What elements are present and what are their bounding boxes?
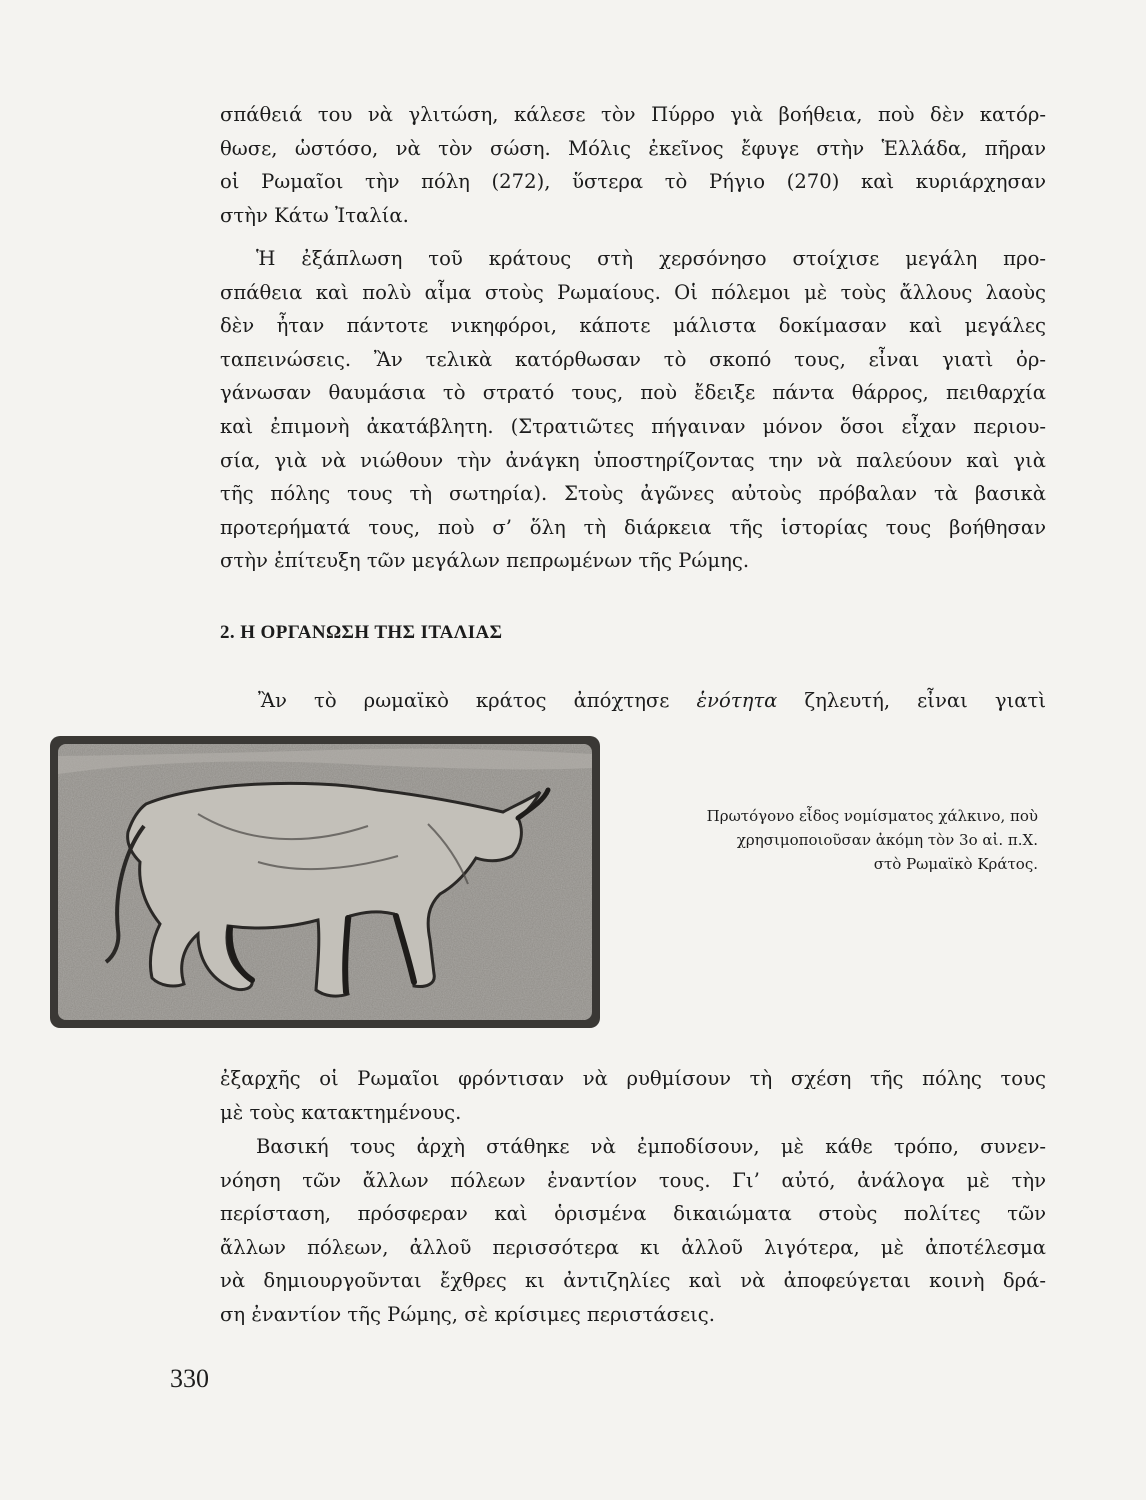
coin-relief-image: [48, 734, 602, 1030]
caption-line: χρησιμοποιοῦσαν ἀκόμη τὸν 3ο αἰ. π.Χ.: [736, 831, 1038, 849]
text-line: οἱ Ρωμαῖοι τὴν πόλη (272), ὕστερα τὸ Ρήγιο (270) καὶ κυριάρχησαν: [220, 170, 1046, 194]
caption-line: στὸ Ρωμαϊκὸ Κράτος.: [873, 855, 1038, 873]
text-line: στὴν Κάτω Ἰταλία.: [220, 203, 409, 227]
italic-term: ἑνότητα: [696, 689, 778, 712]
figure-caption: [620, 804, 1038, 876]
bull-coin-relief-icon: [48, 734, 602, 1030]
text-line: Ἡ ἐξάπλωση τοῦ κράτους στὴ χερσόνησο στοίχισε μεγάλη προ-: [256, 247, 1046, 270]
text-line: σία, γιὰ νὰ νιώθουν τὴν ἀνάγκη ὑποστηρίζοντας την νὰ παλεύουν καὶ γιὰ: [220, 448, 1046, 472]
paragraph-expansion: [220, 242, 1046, 578]
text-line: δὲν ἦταν πάντοτε νικηφόροι, κάποτε μάλιστα δοκίμασαν καὶ μεγάλες: [220, 314, 1046, 338]
text-line: προτερήματά τους, ποὺ σ’ ὅλη τὴ διάρκεια τῆς ἱστορίας τους βοήθησαν: [220, 515, 1046, 539]
text-line: Βασική τους ἀρχὴ στάθηκε νὰ ἐμποδίσουν, μὲ κάθε τρόπο, συνεν-: [256, 1135, 1046, 1158]
text-line: σπάθειά του νὰ γλιτώση, κάλεσε τὸν Πύρρο γιὰ βοήθεια, ποὺ δὲν κατόρ-: [220, 103, 1046, 126]
paragraph-divide-and-rule: [220, 1130, 1046, 1332]
paragraph-pyrrhus: [220, 98, 1046, 232]
text-line: στὴν ἐπίτευξη τῶν μεγάλων πεπρωμένων τῆς Ρώμης.: [220, 549, 750, 573]
text-line: σπάθεια καὶ πολὺ αἷμα στοὺς Ρωμαίους. Οἱ πόλεμοι μὲ τοὺς ἄλλους λαοὺς: [220, 280, 1046, 304]
text-line: νὰ δημιουργοῦνται ἔχθρες κι ἀντιζηλίες καὶ νὰ ἀποφεύγεται κοινὴ δρά-: [220, 1269, 1046, 1293]
text-line: γάνωσαν θαυμάσια τὸ στρατό τους, ποὺ ἔδειξε πάντα θάρρος, πειθαρχία: [220, 381, 1046, 405]
text-line: ἄλλων πόλεων, ἀλλοῦ περισσότερα κι ἀλλοῦ λιγότερα, μὲ ἀποτέλεσμα: [220, 1235, 1046, 1259]
paragraph-relations: [220, 1062, 1046, 1129]
text-line: καὶ ἐπιμονὴ ἀκατάβλητη. (Στρατιῶτες πήγαιναν μόνον ὅσοι εἶχαν περιου-: [220, 414, 1046, 438]
text-line: περίσταση, πρόσφεραν καὶ ὁρισμένα δικαιώματα στοὺς πολίτες τῶν: [220, 1202, 1046, 1226]
text-line: ταπεινώσεις. Ἂν τελικὰ κατόρθωσαν τὸ σκοπό τους, εἶναι γιατὶ ὀρ-: [220, 347, 1046, 371]
text-line: τῆς πόλης τους τὴ σωτηρία). Στοὺς ἀγῶνες αὐτοὺς πρόβαλαν τὰ βασικὰ: [220, 482, 1046, 506]
text-line: θωσε, ὡστόσο, νὰ τὸν σώση. Μόλις ἐκεῖνος ἔφυγε στὴν Ἑλλάδα, πῆραν: [220, 136, 1046, 160]
section-heading: 2. Η ΟΡΓΑΝΩΣΗ ΤΗΣ ΙΤΑΛΙΑΣ: [220, 622, 503, 643]
text-line: ἐξαρχῆς οἱ Ρωμαῖοι φρόντισαν νὰ ρυθμίσουν τὴ σχέση τῆς πόλης τους: [220, 1067, 1046, 1090]
page-number: 330: [170, 1364, 209, 1393]
text-line: ση ἐναντίον τῆς Ρώμης, σὲ κρίσιμες περιστάσεις.: [220, 1302, 716, 1326]
text-run: Ἂν τὸ ρωμαϊκὸ κράτος ἀπόχτησε: [258, 689, 697, 712]
text-line: νόηση τῶν ἄλλων πόλεων ἐναντίον τους. Γι’ αὐτό, ἀνάλογα μὲ τὴν: [220, 1168, 1046, 1192]
text-line: μὲ τοὺς κατακτημένους.: [220, 1100, 462, 1124]
text-run: ζηλευτή, εἶναι γιατὶ: [777, 689, 1046, 712]
paragraph-unity-intro: [258, 684, 1046, 718]
caption-line: Πρωτόγονο εἶδος νομίσματος χάλκινο, ποὺ: [706, 807, 1038, 825]
